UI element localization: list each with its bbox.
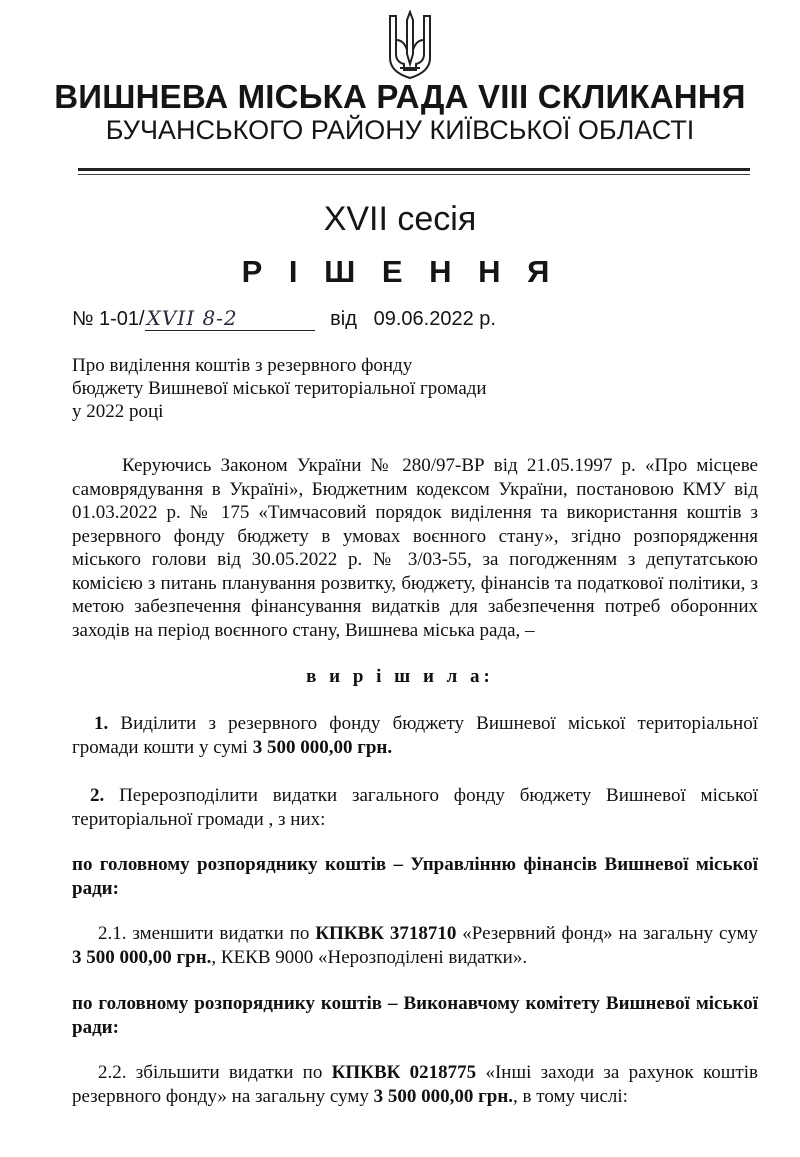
budget-holder-heading-finance: по головному розпоряднику коштів – Управлінню фінансів Вишневої міської ради: [72,854,758,899]
item-1-number: 1. [94,713,109,734]
item-2-number: 2. [90,785,105,806]
budget-holder-heading-executive: по головному розпоряднику коштів – Виконавчому комітету Вишневої міської ради: [72,993,758,1038]
preamble-text: Керуючись Законом України № 280/97-ВР від 21.05.1997 р. «Про місцеве самоврядування в Україні», Бюджетним кодексом України, постановою КМУ від 01.03.2022 р. № 175 «Тимчасовий порядок виділення та використання коштів з резервного фонду бюджету в умовах воєнного стану», згідно розпорядження міського голови від 30.05.2022 р. № 3/03-55, за погодженням з депутатською комісією з питань планування розвитку, бюджету, фінансів та податкової політики, з метою забезпечення фінансування видатків для забезпечення потреб оборонних заходів на період воєнного стану, Вишнева міська рада, – [72,455,758,641]
header-divider-thick [78,168,750,171]
session-title: XVII сесія [323,200,477,238]
header-divider-thin [78,174,750,175]
item-2-2-text: , в тому числі: [513,1085,628,1107]
item-2-2 [72,1061,758,1108]
item-2-1-text: «Резервний фонд» на загальну суму [456,923,758,944]
item-2-1 [72,922,758,969]
item-2-2-amount: 3 500 000,00 грн. [373,1085,514,1107]
item-2-1-text: , КЕКВ 9000 «Нерозподілені видатки». [211,946,528,968]
resolved-heading: в и р і ш и л а: [306,666,494,687]
item-2-2-text: «Інші заходи за рахунок коштів резервного фонду» на загальну суму [72,1062,758,1107]
council-name: ВИШНЕВА МІСЬКА РАДА VIII СКЛИКАННЯ [54,78,746,115]
item-2-1-text: 2.1. зменшити видатки по [98,923,316,944]
item-2-1-amount: 3 500 000,00 грн. [72,946,212,968]
item-2-text: Перерозподілити видатки загального фонду бюджету Вишневої міської територіальної громади , з них: [72,785,758,830]
handwritten-number: XVII 8-2 [145,306,315,331]
document-type: Р І Ш Е Н Н Я [241,254,559,289]
subject-line: бюджету Вишневої міської територіальної громади [72,378,487,399]
item-1-text: Виділити з резервного фонду бюджету Вишневої міської територіальної громади кошти у сумі [72,713,758,758]
subject-block [72,354,532,423]
item-2 [72,784,758,831]
preamble-block [72,454,758,642]
district-name: БУЧАНСЬКОГО РАЙОНУ КИЇВСЬКОЇ ОБЛАСТІ [105,115,695,145]
item-2-2-text: 2.2. збільшити видатки по [98,1062,332,1083]
trident-emblem-icon [386,10,434,82]
from-label: від [330,308,357,330]
item-1-amount: 3 500 000,00 грн. [252,736,393,758]
item-2-2-code: КПКВК 0218775 [331,1062,477,1083]
subject-line: у 2022 році [72,401,164,422]
item-2-1-code: КПКВК 3718710 [315,923,457,944]
decision-number-line [72,306,496,331]
decision-date: 09.06.2022 р. [373,308,496,330]
number-prefix: № 1-01/ [72,308,145,330]
subject-line: Про виділення коштів з резервного фонду [72,355,413,376]
item-1 [72,712,758,759]
